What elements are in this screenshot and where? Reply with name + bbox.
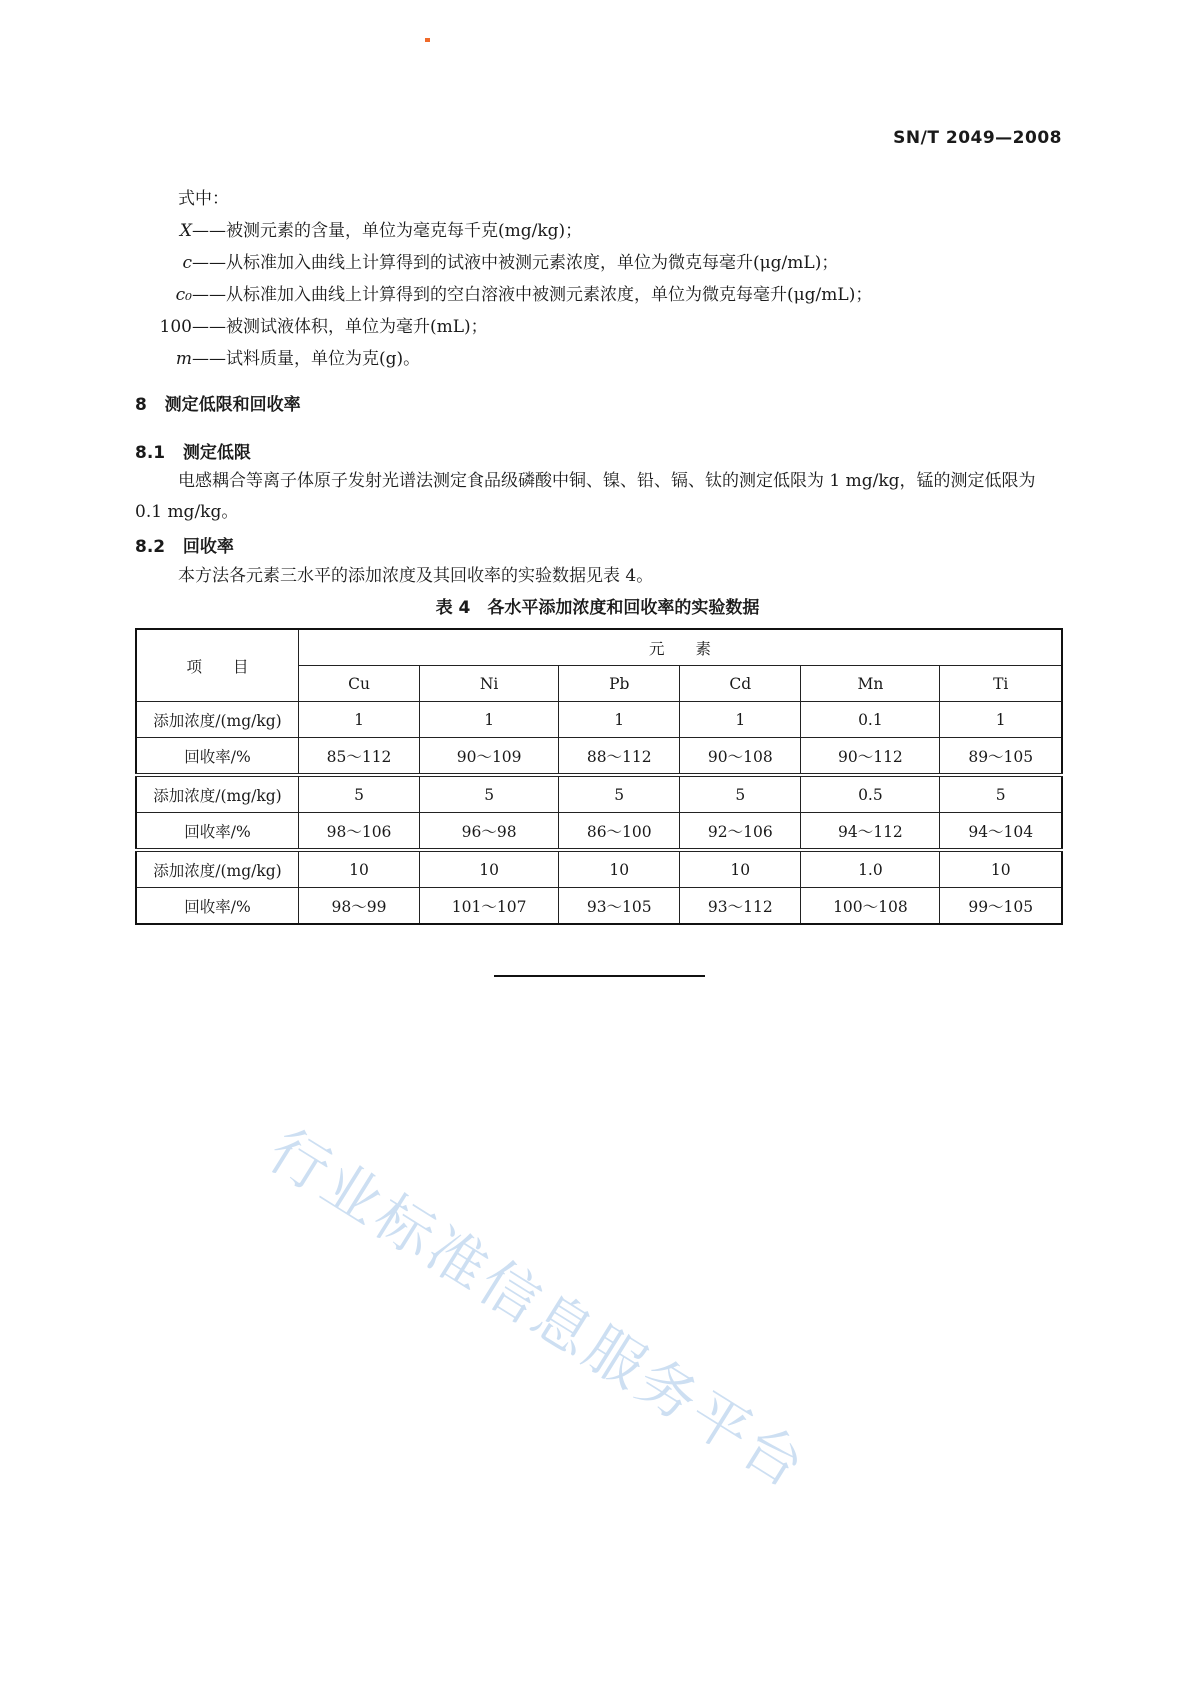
row-label: 添加浓度/(mg/kg) — [136, 775, 299, 813]
table-cell: 85～112 — [299, 738, 420, 776]
element-cell: Pb — [559, 666, 680, 702]
section-8-2-text: 本方法各元素三水平的添加浓度及其回收率的实验数据见表 4。 — [178, 566, 654, 586]
definition-c0 — [150, 280, 872, 305]
section-title: 回收率 — [182, 537, 234, 557]
table-row — [136, 813, 1062, 851]
definition-symbol: 100 — [159, 317, 192, 337]
standard-code: SN/T 2049—2008 — [893, 128, 1062, 148]
table-cell: 98～106 — [299, 813, 420, 851]
definition-x — [150, 216, 582, 241]
table-cell: 89～105 — [940, 738, 1062, 776]
row-label: 回收率/% — [136, 813, 299, 851]
table-cell: 1 — [559, 702, 680, 738]
table-cell: 90～109 — [420, 738, 559, 776]
row-label: 添加浓度/(mg/kg) — [136, 850, 299, 888]
table-cell: 5 — [559, 775, 680, 813]
table-cell: 5 — [420, 775, 559, 813]
definition-text: ——被测元素的含量，单位为毫克每千克(mg/kg)； — [192, 221, 583, 241]
table-cell: 86～100 — [559, 813, 680, 851]
table-cell: 1 — [299, 702, 420, 738]
table-cell: 90～112 — [801, 738, 940, 776]
table-row — [136, 775, 1062, 813]
element-cell: Cu — [299, 666, 420, 702]
table-cell: 5 — [299, 775, 420, 813]
page-marker — [425, 38, 430, 42]
table-cell: 1 — [420, 702, 559, 738]
element-cell: Ti — [940, 666, 1062, 702]
table-cell: 10 — [559, 850, 680, 888]
end-rule — [494, 975, 705, 977]
section-number: 8.2 — [135, 537, 166, 557]
definition-c — [150, 248, 838, 273]
table-cell: 93～105 — [559, 888, 680, 925]
definition-symbol: m — [175, 349, 192, 369]
definition-100 — [150, 312, 488, 337]
table-cell: 90～108 — [680, 738, 801, 776]
element-header: 元 素 — [299, 629, 1063, 666]
item-header: 项 目 — [136, 629, 299, 702]
definition-symbol: c₀ — [175, 285, 192, 305]
table-row — [136, 888, 1062, 925]
table-cell: 96～98 — [420, 813, 559, 851]
section-8-1-text: 电感耦合等离子体原子发射光谱法测定食品级磷酸中铜、镍、铅、镉、钛的测定低限为 1 mg/kg，锰的测定低限为 0.1 mg/kg。 — [135, 471, 1036, 522]
section-number: 8.1 — [135, 443, 166, 463]
element-cell: Cd — [680, 666, 801, 702]
table-cell: 10 — [420, 850, 559, 888]
table-cell: 10 — [299, 850, 420, 888]
table-row — [136, 850, 1062, 888]
table-cell: 92～106 — [680, 813, 801, 851]
section-8-1-heading — [135, 438, 251, 463]
table-cell: 88～112 — [559, 738, 680, 776]
table-caption: 表 4 各水平添加浓度和回收率的实验数据 — [435, 598, 760, 618]
table-cell: 10 — [680, 850, 801, 888]
definition-text: ——试料质量，单位为克(g)。 — [192, 349, 421, 369]
section-title: 测定低限 — [182, 443, 251, 463]
table-header-row — [136, 629, 1062, 666]
table-cell: 98～99 — [299, 888, 420, 925]
table-cell: 10 — [940, 850, 1062, 888]
section-number: 8 — [135, 395, 147, 415]
table-cell: 0.1 — [801, 702, 940, 738]
element-cell: Mn — [801, 666, 940, 702]
definition-text: ——被测试液体积，单位为毫升(mL)； — [192, 317, 488, 337]
table-cell: 1 — [940, 702, 1062, 738]
row-label: 回收率/% — [136, 738, 299, 776]
table-cell: 1.0 — [801, 850, 940, 888]
section-8-2-heading — [135, 532, 234, 557]
table-cell: 94～104 — [940, 813, 1062, 851]
table-cell: 99～105 — [940, 888, 1062, 925]
row-label: 回收率/% — [136, 888, 299, 925]
table-cell: 94～112 — [801, 813, 940, 851]
recovery-table — [135, 628, 1063, 925]
section-title: 测定低限和回收率 — [164, 395, 301, 415]
formula-intro: 式中： — [178, 189, 229, 209]
definition-text: ——从标准加入曲线上计算得到的空白溶液中被测元素浓度，单位为微克每毫升(μg/mL)； — [192, 285, 873, 305]
watermark: 行业标准信息服务平台 — [257, 1116, 819, 1503]
table-cell: 101～107 — [420, 888, 559, 925]
table-cell: 5 — [940, 775, 1062, 813]
definition-m — [150, 344, 420, 369]
definition-symbol: c — [182, 253, 192, 273]
section-8-heading — [135, 390, 301, 415]
definition-symbol: X — [179, 221, 192, 241]
row-label: 添加浓度/(mg/kg) — [136, 702, 299, 738]
table-cell: 5 — [680, 775, 801, 813]
table-cell: 93～112 — [680, 888, 801, 925]
table-row — [136, 702, 1062, 738]
table-cell: 1 — [680, 702, 801, 738]
table-cell: 100～108 — [801, 888, 940, 925]
definition-text: ——从标准加入曲线上计算得到的试液中被测元素浓度，单位为微克每毫升(μg/mL)； — [192, 253, 839, 273]
table-row — [136, 738, 1062, 776]
table-cell: 0.5 — [801, 775, 940, 813]
element-cell: Ni — [420, 666, 559, 702]
